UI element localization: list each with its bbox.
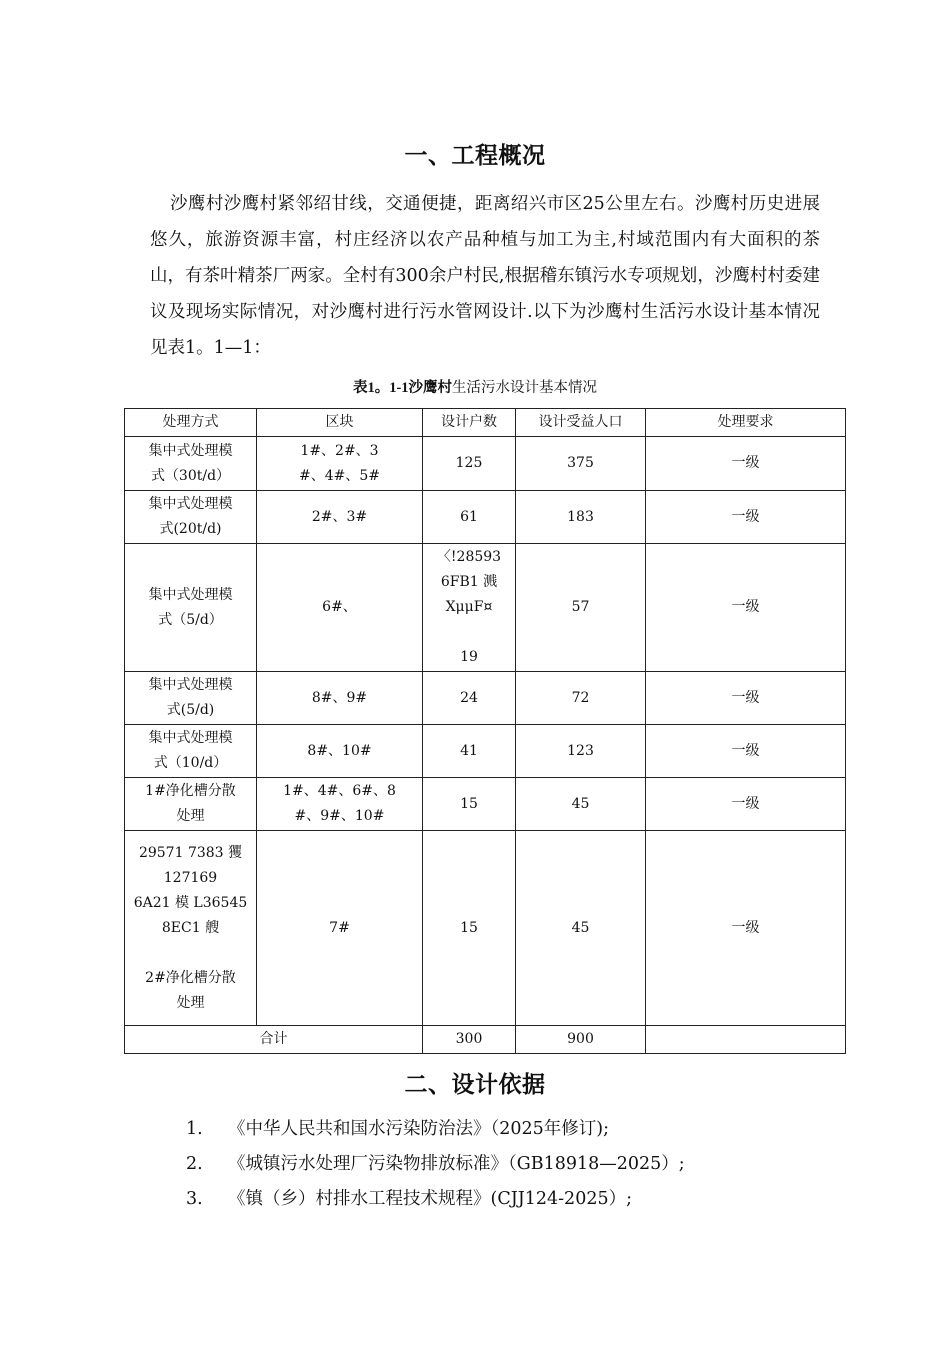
cell-requirement: 一级	[646, 672, 846, 725]
cell-requirement: 一级	[646, 778, 846, 831]
cell-households: 〈!28593 6FB1 溅 XμμF¤ 19	[423, 544, 516, 672]
cell-block: 6#、	[257, 544, 423, 672]
cell-requirement: 一级	[646, 831, 846, 1026]
list-item-text: 《城镇污水处理厂污染物排放标准》（GB18918—2025）;	[228, 1154, 685, 1174]
table-row	[125, 544, 846, 672]
cell-block: 8#、10#	[257, 725, 423, 778]
header-cell: 设计户数	[423, 409, 516, 437]
cell-households: 125	[423, 437, 516, 491]
cell-households: 61	[423, 491, 516, 544]
cell-block: 2#、3#	[257, 491, 423, 544]
cell-population: 45	[516, 778, 646, 831]
cell-requirement: 一级	[646, 491, 846, 544]
cell-households: 24	[423, 672, 516, 725]
cell-population: 183	[516, 491, 646, 544]
cell-requirement: 一级	[646, 437, 846, 491]
list-item-number: 1.	[186, 1119, 203, 1139]
cell-households: 15	[423, 778, 516, 831]
cell-households: 15	[423, 831, 516, 1026]
table-row	[125, 672, 846, 725]
table-row	[125, 725, 846, 778]
cell-requirement: 一级	[646, 544, 846, 672]
cell-requirement: 一级	[646, 725, 846, 778]
total-label: 合计	[125, 1026, 423, 1054]
cell-method: 1#净化槽分散 处理	[125, 778, 257, 831]
cell-block: 8#、9#	[257, 672, 423, 725]
header-cell: 处理方式	[125, 409, 257, 437]
total-requirement	[646, 1026, 846, 1054]
section-title-overview: 一、工程概况	[404, 143, 546, 169]
cell-population: 72	[516, 672, 646, 725]
cell-method: 集中式处理模 式（10/d）	[125, 725, 257, 778]
table-row	[125, 437, 846, 491]
table-caption-rest: 生活污水设计基本情况	[452, 380, 598, 396]
list-item-text: 《中华人民共和国水污染防治法》（2025年修订);	[228, 1119, 610, 1139]
total-households: 300	[423, 1026, 516, 1054]
list-item-number: 3.	[186, 1189, 203, 1209]
header-cell: 区块	[257, 409, 423, 437]
cell-method: 集中式处理模 式(20t/d)	[125, 491, 257, 544]
table-header-row	[125, 409, 846, 437]
cell-population: 57	[516, 544, 646, 672]
cell-block: 7#	[257, 831, 423, 1026]
cell-population: 375	[516, 437, 646, 491]
header-cell: 设计受益人口	[516, 409, 646, 437]
header-cell: 处理要求	[646, 409, 846, 437]
table-row	[125, 831, 846, 1026]
cell-block: 1#、2#、3 #、4#、5#	[257, 437, 423, 491]
cell-method: 29571 7383 玃 127169 6A21 模 L36545 8EC1 艘 2#净化槽分散 处理	[125, 831, 257, 1026]
table-total-row	[125, 1026, 846, 1054]
cell-method: 集中式处理模 式(5/d)	[125, 672, 257, 725]
cell-method: 集中式处理模 式（5/d）	[125, 544, 257, 672]
cell-population: 45	[516, 831, 646, 1026]
cell-population: 123	[516, 725, 646, 778]
table-caption	[0, 376, 950, 397]
cell-households: 41	[423, 725, 516, 778]
table-row	[125, 491, 846, 544]
intro-paragraph: 沙鹰村沙鹰村紧邻绍甘线，交通便捷，距离绍兴市区25公里左右。沙鹰村历史进展悠久，旅游资源丰富，村庄经济以农产品种植与加工为主,村域范围内有大面积的茶山，有茶叶精茶厂两家。全村有300余户村民,根据稽东镇污水专项规划，沙鹰村村委建议及现场实际情况，对沙鹰村进行污水管网设计.以下为沙鹰村生活污水设计基本情况见表1。1—1：	[150, 194, 820, 358]
table-caption-bold: 表1。1-1沙鹰村	[352, 380, 453, 396]
cell-method: 集中式处理模 式（30t/d）	[125, 437, 257, 491]
list-item-text: 《镇（乡）村排水工程技术规程》(CJJ124-2025）;	[228, 1189, 632, 1209]
section-title-design-basis: 二、设计依据	[404, 1072, 546, 1098]
total-population: 900	[516, 1026, 646, 1054]
sewage-design-table	[124, 408, 846, 1054]
cell-block: 1#、4#、6#、8 #、9#、10#	[257, 778, 423, 831]
table-row	[125, 778, 846, 831]
list-item-number: 2.	[186, 1154, 203, 1174]
